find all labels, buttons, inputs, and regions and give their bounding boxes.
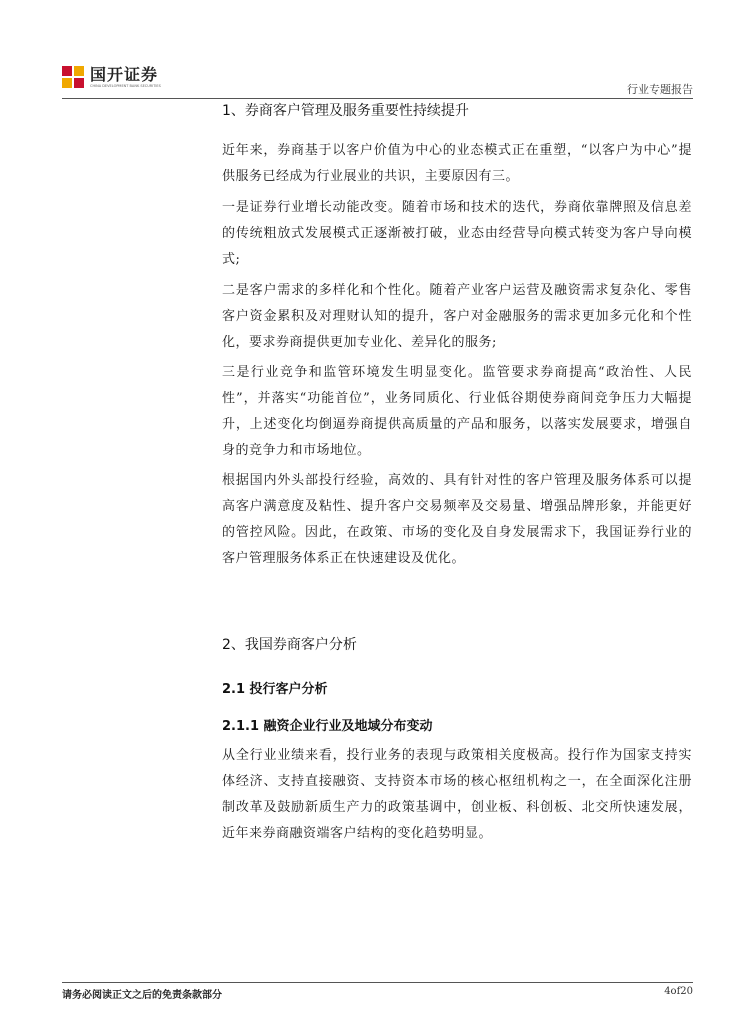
section-2-title: 2、我国券商客户分析 bbox=[222, 637, 357, 653]
section-2-1-title: 2.1 投行客户分析 bbox=[222, 682, 328, 697]
header-divider bbox=[62, 98, 693, 99]
section-1-paragraph-3: 二是客户需求的多样化和个性化。随着产业客户运营及融资需求复杂化、零售客户资金累积及对理财认知的提升，客户对金融服务的需求更加多元化和个性化，要求券商提供更加专业化、差异化的服务; bbox=[222, 283, 692, 350]
section-1-paragraph-4: 三是行业竞争和监管环境发生明显变化。监管要求券商提高“政治性、人民性”，并落实“功能首位”，业务同质化、行业低谷期使券商间竞争压力大幅提升，上述变化均倒逼券商提供高质量的产品和服务，以落实发展要求，增强自身的竞争力和市场地位。 bbox=[222, 365, 692, 458]
report-type-label: 行业专题报告 bbox=[627, 83, 693, 96]
page-number: 4of20 bbox=[664, 986, 693, 997]
section-2-1-1-paragraph-1: 从全行业业绩来看，投行业务的表现与政策相关度极高。投行作为国家支持实体经济、支持直接融资、支持资本市场的核心枢纽机构之一，在全面深化注册制改革及鼓励新质生产力的政策基调中，创业板、科创板、北交所快速发展，近年来券商融资端客户结构的变化趋势明显。 bbox=[222, 748, 692, 841]
section-1-paragraph-5: 根据国内外头部投行经验，高效的、具有针对性的客户管理及服务体系可以提高客户满意度及粘性、提升客户交易频率及交易量、增强品牌形象，并能更好的管控风险。因此，在政策、市场的变化及自身发展需求下，我国证券行业的客户管理服务体系正在快速建设及优化。 bbox=[222, 473, 692, 566]
section-1-paragraph-2: 一是证券行业增长动能改变。随着市场和技术的迭代，券商依靠牌照及信息差的传统粗放式发展模式正逐渐被打破，业态由经营导向模式转变为客户导向模式; bbox=[222, 200, 692, 267]
disclaimer-text: 请务必阅读正文之后的免责条款部分 bbox=[62, 990, 222, 1001]
logo-mark-icon bbox=[62, 66, 84, 88]
logo-name: 国开证券 bbox=[90, 65, 159, 84]
brand-logo bbox=[62, 66, 161, 89]
section-1-title: 1、券商客户管理及服务重要性持续提升 bbox=[222, 103, 469, 119]
footer-divider bbox=[62, 982, 693, 983]
section-1-paragraph-1: 近年来，券商基于以客户价值为中心的业态模式正在重塑，“以客户为中心”提供服务已经成为行业展业的共识，主要原因有三。 bbox=[222, 143, 692, 184]
logo-subtitle: CHINA DEVELOPMENT BANK SECURITIES bbox=[90, 84, 161, 88]
section-2-1-1-title: 2.1.1 融资企业行业及地域分布变动 bbox=[222, 719, 433, 734]
page-header bbox=[62, 66, 693, 98]
